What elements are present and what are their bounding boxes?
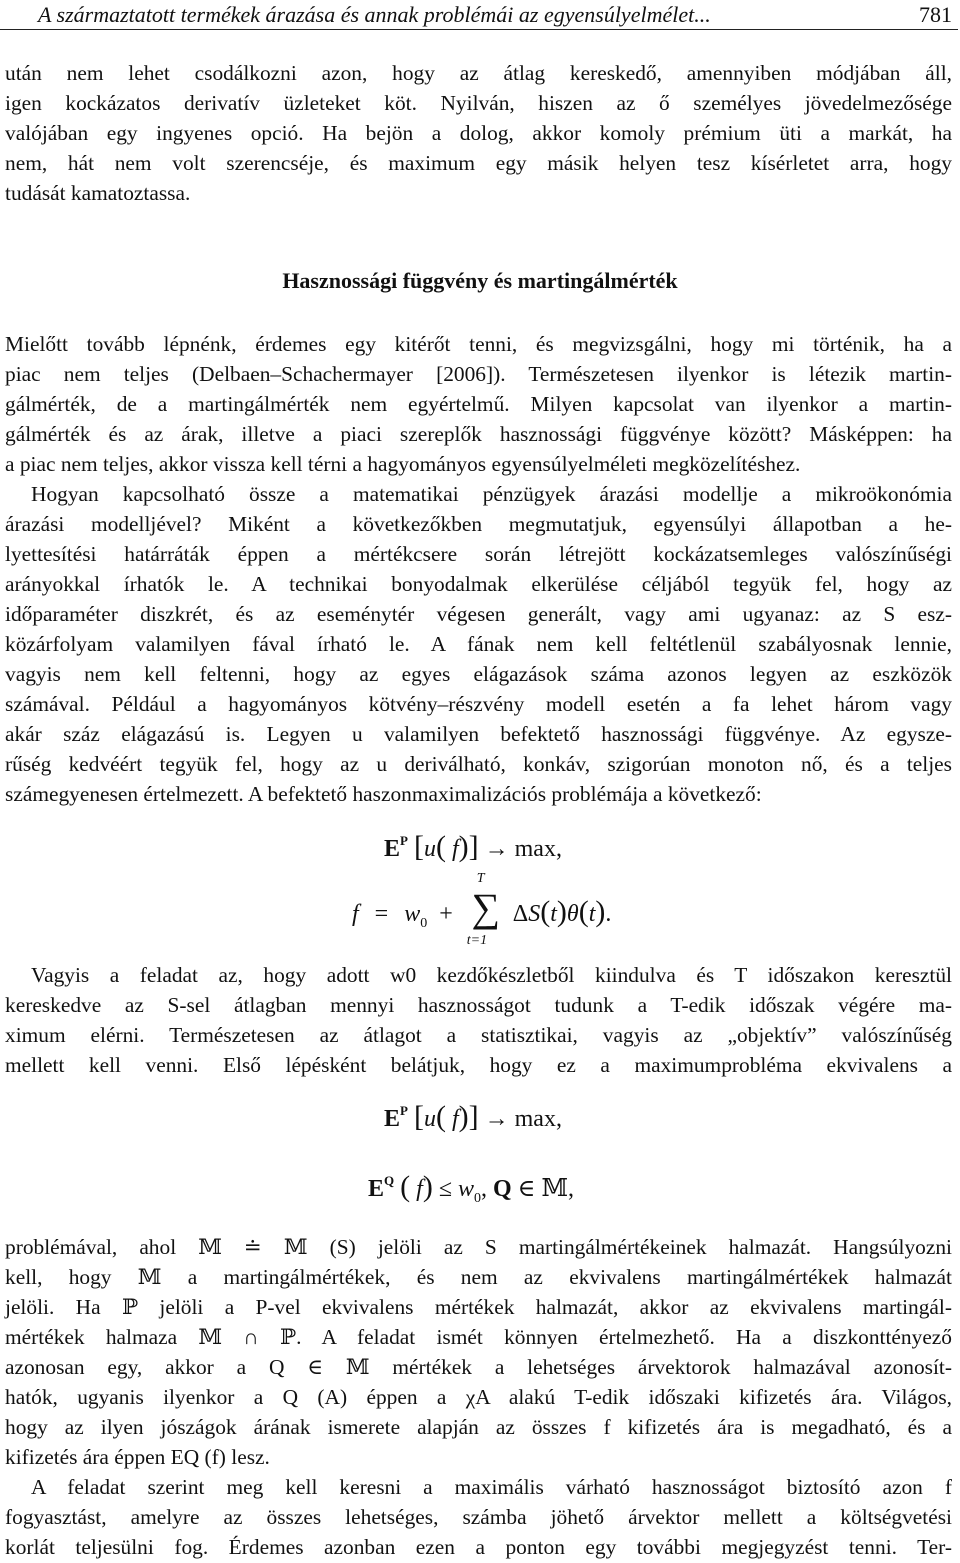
- plus-sign: +: [439, 901, 453, 927]
- text-line: Mielőtt tovább lépnénk, érdemes egy kitérőt tenni, és megvizsgálni, hogy mi történik, ha a: [5, 332, 952, 356]
- text-line: azonosan egy, akkor a Q ∈ 𝕄 mértékek a lehetséges árvektorok halmazával azonosít-: [5, 1355, 952, 1379]
- text-line: számával. Például a hagyományos kötvény–részvény modell esetén a fa lehet három vagy: [5, 692, 952, 716]
- text-line: igen kockázatos derivatív üzleteket köt. Nyilván, hiszen az ő személyes jövedelmezősége: [5, 91, 952, 115]
- text-line: közárfolyam valamilyen fával írható le. A fának nem kell feltétlenül szabályosnak lennie,: [5, 632, 952, 656]
- paragraph-task-cont: [5, 990, 952, 1080]
- equation-constraint: $E^Q$ ( $f) \le w_0$, Q ∈ 𝕄,: [368, 1170, 575, 1206]
- sum-lower-limit: t=1: [466, 933, 488, 948]
- text-line: ximum elérni. Természetesen az átlagot a statisztikai, vagyis az „objektív” valószínűség: [5, 1023, 952, 1047]
- text-line: Hogyan kapcsolható össze a matematikai pénzügyek árazási modellje a mikroökonómia: [31, 482, 952, 506]
- running-header: [0, 0, 960, 30]
- page-number: 781: [919, 2, 952, 27]
- expectation-symbol: E: [384, 836, 401, 862]
- paragraph-intro: [5, 58, 952, 208]
- measure-superscript: Q: [384, 1173, 395, 1188]
- equation-equivalent-objective: $E^P$ [u( f)] → max,: [384, 1100, 562, 1133]
- element-of-sign: ∈: [517, 1176, 536, 1202]
- delta-symbol: Δ: [512, 901, 529, 927]
- text-line: rűség kedvéért tegyük fel, hogy az u deriválható, konkáv, szigorúan monoton nő, és a teljes: [5, 752, 952, 776]
- paragraph-consumption: [5, 1472, 952, 1502]
- text-line: után nem lehet csodálkozni azon, hogy az átlag kereskedő, amennyiben módjában áll,: [5, 61, 952, 85]
- utility-symbol: u: [423, 1106, 436, 1132]
- subscript-zero: 0: [420, 916, 428, 931]
- arrow-max: → max,: [484, 1106, 562, 1132]
- paragraph-pricing: [5, 479, 952, 509]
- leq-sign: ≤: [438, 1176, 452, 1202]
- text-line: tudását kamatoztassa.: [5, 181, 191, 205]
- running-title: A származtatott termékek árazása és annak problémái az egyensúlyelmélet...: [38, 2, 711, 27]
- text-line: gálmérték, de a martingálmérték nem egyértelmű. Milyen kapcsolat van ilyenkor a martin-: [5, 392, 952, 416]
- time-symbol: t: [588, 901, 596, 927]
- sum-upper-limit: T: [476, 871, 485, 886]
- paragraph-task: [5, 960, 952, 990]
- text-line: fogyasztást, amelyre az összes lehetséges, számba jöhető árvektor mellett a költségvetési: [5, 1505, 952, 1529]
- equation-budget: $f = w_0$ + T ∑ t=1 ΔS(t)θ(t).: [352, 871, 612, 948]
- period: .: [605, 901, 612, 927]
- equals-sign: =: [374, 901, 389, 927]
- subscript-zero: 0: [474, 1191, 481, 1206]
- paragraph-pricing-cont: [5, 509, 952, 809]
- payoff-symbol: f: [451, 836, 459, 862]
- text-line: Vagyis a feladat az, hogy adott w0 kezdőkészletből kiindulva és T időszakon keresztül: [31, 963, 952, 987]
- paragraph-consumption-cont: [5, 1502, 952, 1562]
- utility-symbol: u: [423, 836, 436, 862]
- text-line: a piac nem teljes, akkor vissza kell térni a hagyományos egyensúlyelméleti megközelítéshez.: [5, 452, 801, 476]
- wealth-symbol: w: [457, 1176, 474, 1202]
- paragraph-martingale-set: [5, 1232, 952, 1472]
- text-line: nem, hát nem volt szerencséje, és maximum egy másik helyen tesz kísérletet arra, hogy: [5, 151, 952, 175]
- text-line: arányokkal írhatók le. A technikai bonyodalmak elkerülése céljából tegyük fel, hogy az: [5, 572, 952, 596]
- sum-operator: [465, 871, 507, 948]
- text-line: kell, hogy 𝕄 a martingálmértékek, és nem az ekvivalens martingálmértékek halmazát: [5, 1265, 952, 1289]
- header-rule: [0, 29, 958, 30]
- payoff-symbol: f: [352, 901, 359, 927]
- text-line: akár száz elágazású is. Legyen u valamilyen befektető hasznossági függvénye. Az egysze-: [5, 722, 952, 746]
- expectation-symbol: E: [384, 1106, 401, 1132]
- text-line: mellett kell venni. Első lépésként belátjuk, hogy ez a maximumprobléma ekvivalens a: [5, 1053, 952, 1077]
- comma: ,: [481, 1176, 487, 1202]
- text-line: vagyis nem kell feltenni, hogy az egyes elágazások száma azonos legyen az eszközök: [5, 662, 952, 686]
- text-line: piac nem teljes (Delbaen–Schachermayer [2006]). Természetesen ilyenkor is létezik martin-: [5, 362, 952, 386]
- time-symbol: t: [550, 901, 557, 927]
- text-line: időparaméter diszkrét, és az eseménytér végesen generált, vagy ami ugyanaz: az S esz-: [5, 602, 952, 626]
- sigma-symbol: ∑: [471, 885, 501, 930]
- comma: ,: [568, 1176, 575, 1202]
- text-line: számegyenesen értelmezett. A befektető haszonmaximalizációs problémája a következő:: [5, 782, 762, 806]
- payoff-symbol: f: [451, 1106, 459, 1132]
- measure-symbol: Q: [493, 1176, 512, 1202]
- expectation-symbol: E: [368, 1176, 385, 1202]
- text-line: hogy az ilyen jószágok árának ismerete alapján az összes f kifizetés ára is megadható, és a: [5, 1415, 952, 1439]
- equation-objective: $E^P$ [u( f)] → max,: [384, 830, 562, 863]
- text-line: lyettesítési határráták éppen a mértékcsere során létrejött kockázatsemleges valószínűségi: [5, 542, 952, 566]
- text-line: gálmérték és az árak, illetve a piaci szereplők hasznossági függvénye között? Másképpen: ha: [5, 422, 952, 446]
- text-line: valójában egy ingyenes opció. Ha bejön a dolog, akkor komoly prémium üti a markát, ha: [5, 121, 952, 145]
- text-line: problémával, ahol 𝕄 ≐ 𝕄 (S) jelöli az S martingálmértékeinek halmazát. Hangsúlyozni: [5, 1235, 952, 1259]
- section-heading: Hasznossági függvény és martingálmérték: [282, 268, 678, 293]
- wealth-symbol: w: [404, 901, 421, 927]
- text-line: kifizetés ára éppen EQ (f) lesz.: [5, 1445, 270, 1469]
- measure-superscript: P: [400, 833, 408, 848]
- martingale-set-symbol: 𝕄: [541, 1176, 569, 1202]
- text-line: árazási modelljével? Miként a következőkben megmutatjuk, egyensúlyi állapotban a he-: [5, 512, 952, 536]
- paragraph-martingale: [5, 329, 952, 479]
- measure-superscript: P: [400, 1103, 408, 1118]
- text-line: korlát teljesülni fog. Érdemes azonban ezen a ponton egy további megjegyzést tenni. Ter-: [5, 1535, 952, 1559]
- strategy-symbol: θ: [566, 901, 579, 927]
- text-line: hatók, ugyanis ilyenkor a Q (A) éppen a χA alakú T-edik időszaki kifizetés ára. Világos,: [5, 1385, 952, 1409]
- text-line: jelöli. Ha ℙ jelöli a P-vel ekvivalens mértékek halmazát, akkor az ekvivalens martingál-: [5, 1295, 952, 1319]
- payoff-symbol: f: [416, 1176, 423, 1202]
- text-line: A feladat szerint meg kell keresni a maximális várható hasznosságot biztosító azon f: [31, 1475, 952, 1499]
- arrow-max: → max,: [484, 836, 562, 862]
- text-line: kereskedve az S-sel átlagban mennyi hasznosságot tudunk a T-edik időszak végére ma-: [5, 993, 952, 1017]
- text-line: mértékek halmaza 𝕄 ∩ ℙ. A feladat ismét könnyen értelmezhető. Ha a diszkonttényező: [5, 1325, 952, 1349]
- price-process-symbol: S: [528, 901, 541, 927]
